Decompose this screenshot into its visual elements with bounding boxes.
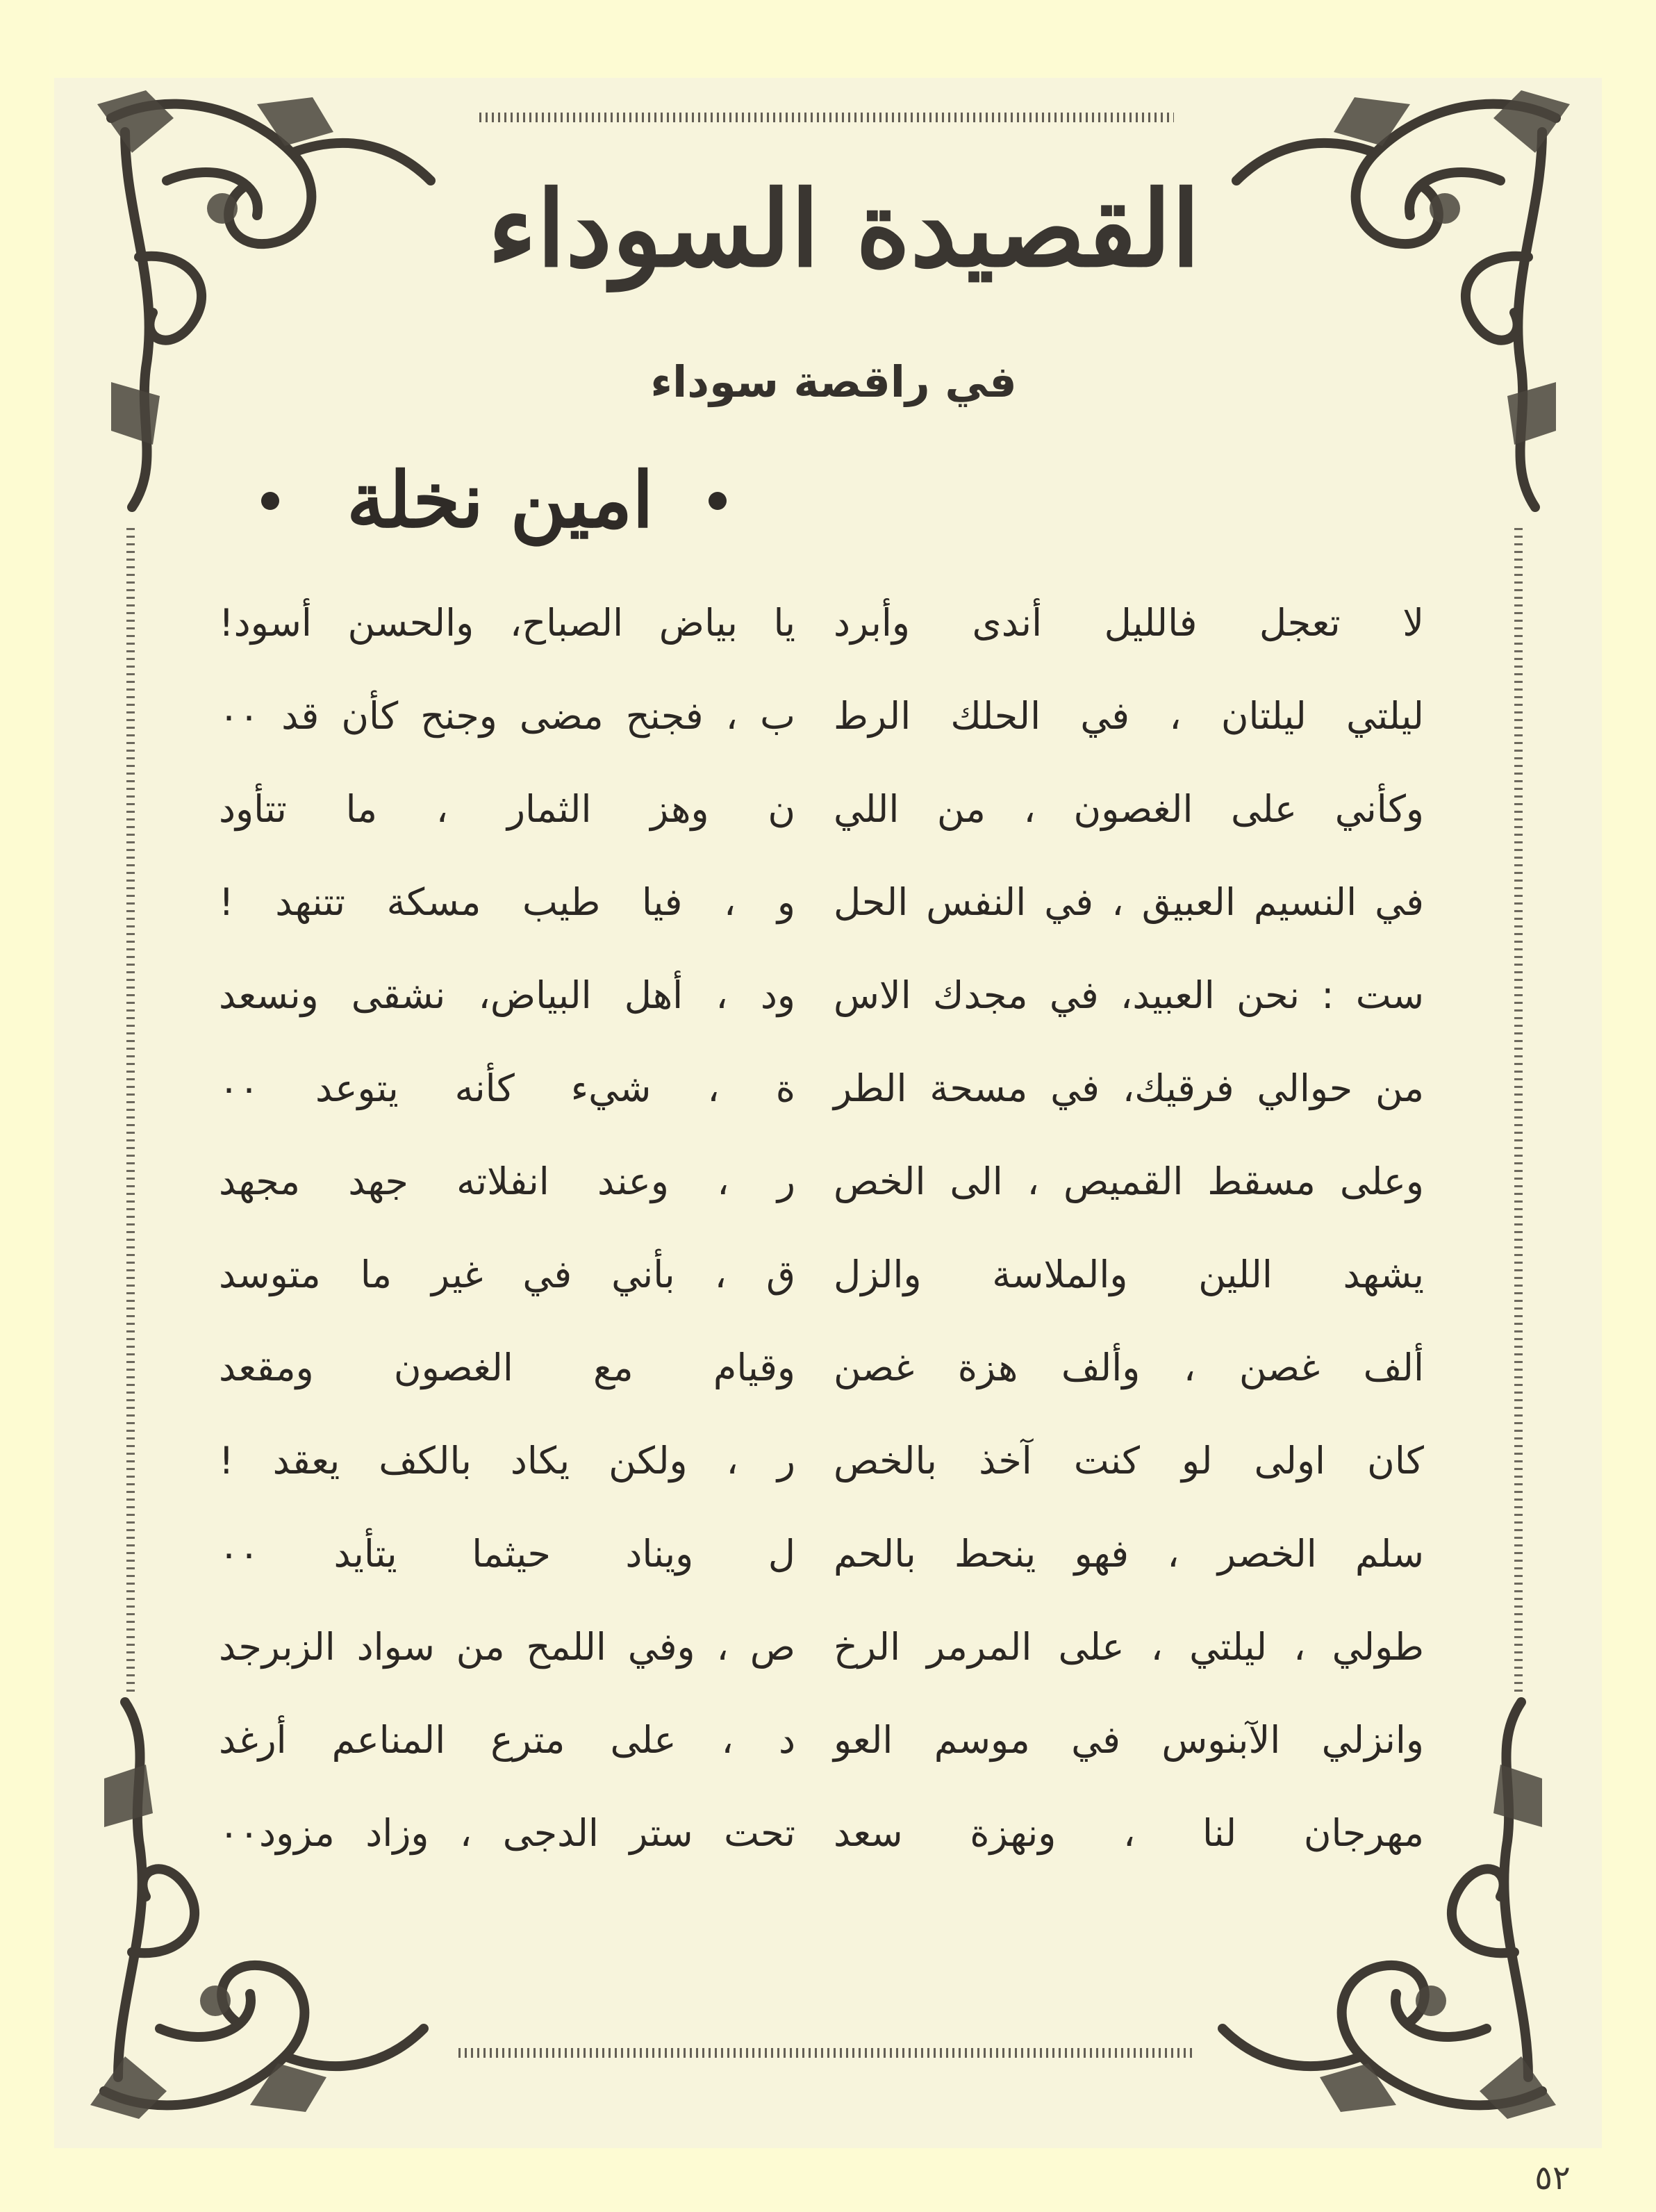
verse-right-5: ست : نحن العبيد، في مجدك الاس <box>834 973 1424 1017</box>
poem-left-column <box>219 577 795 1880</box>
verse-left-4: و ، فيا طيب مسكة تتنهد ! <box>219 880 795 924</box>
verse-right-8: يشهد اللين والملاسة والزل <box>834 1253 1424 1296</box>
verse-left-7: ر ، وعند انفلاته جهد مجهد <box>219 1159 795 1203</box>
verse-left-3: ن وهز الثمار ، ما تتأود <box>219 787 795 831</box>
verse-left-1: يا بياض الصباح، والحسن أسود! <box>219 601 795 645</box>
verse-left-14: تحت ستر الدجى ، وزاد مزود٠٠ <box>219 1811 795 1855</box>
floral-corner-ornament-top-right-icon <box>1223 76 1584 521</box>
left-border-rule <box>126 528 135 1695</box>
verse-left-11: ل ويناد حيثما يتأيد ٠٠ <box>219 1532 795 1576</box>
poem-right-column <box>834 577 1424 1880</box>
bottom-border-rule <box>458 2048 1195 2058</box>
verse-left-2: ب ، فجنح مضى وجنح كأن قد ٠٠ <box>219 694 795 738</box>
verse-right-14: مهرجان لنا ، ونهزة سعد <box>834 1811 1424 1855</box>
verse-right-10: كان اولى لو كنت آخذ بالخص <box>834 1439 1424 1483</box>
verse-right-11: سلم الخصر ، فهو ينحط بالحم <box>834 1532 1424 1576</box>
author-bullet-right-icon <box>709 492 727 510</box>
verse-right-3: وكأني على الغصون ، من اللي <box>834 787 1424 831</box>
verse-left-5: ود ، أهل البياض، نشقى ونسعد <box>219 973 795 1017</box>
top-border-rule <box>479 113 1174 122</box>
poem-title: القصيدة السوداء <box>488 168 1200 290</box>
verse-left-13: د ، على مترع المناعم أرغد <box>219 1718 795 1762</box>
verse-right-2: ليلتي ليلتان ، في الحلك الرط <box>834 694 1424 738</box>
verse-left-6: ة ، شيء كأنه يتوعد ٠٠ <box>219 1066 795 1110</box>
verse-left-8: ق ، بأني في غير ما متوسد <box>219 1253 795 1296</box>
verse-right-7: وعلى مسقط القميص ، الى الخص <box>834 1159 1424 1203</box>
verse-right-4: في النسيم العبيق ، في النفس الحل <box>834 880 1424 924</box>
verse-right-6: من حوالي فرقيك، في مسحة الطر <box>834 1066 1424 1110</box>
verse-right-9: ألف غصن ، وألف هزة غصن <box>834 1346 1424 1389</box>
author-name: امين نخلة <box>347 455 654 545</box>
verse-left-9: وقيام مع الغصون ومقعد <box>219 1346 795 1389</box>
right-border-rule <box>1514 528 1523 1695</box>
verse-right-13: وانزلي الآبنوس في موسم العو <box>834 1718 1424 1762</box>
verse-left-10: ر ، ولكن يكاد بالكف يعقد ! <box>219 1439 795 1483</box>
verse-left-12: ص ، وفي اللمح من سواد الزبرجد <box>219 1625 795 1669</box>
verse-right-1: لا تعجل فالليل أندى وأبرد <box>834 601 1424 645</box>
scan-margin <box>0 0 49 2212</box>
poem-subtitle: في راقصة سوداء <box>650 356 1017 407</box>
verse-right-12: طولي ، ليلتي ، على المرمر الرخ <box>834 1625 1424 1669</box>
page-number: ٥٢ <box>1534 2159 1571 2197</box>
